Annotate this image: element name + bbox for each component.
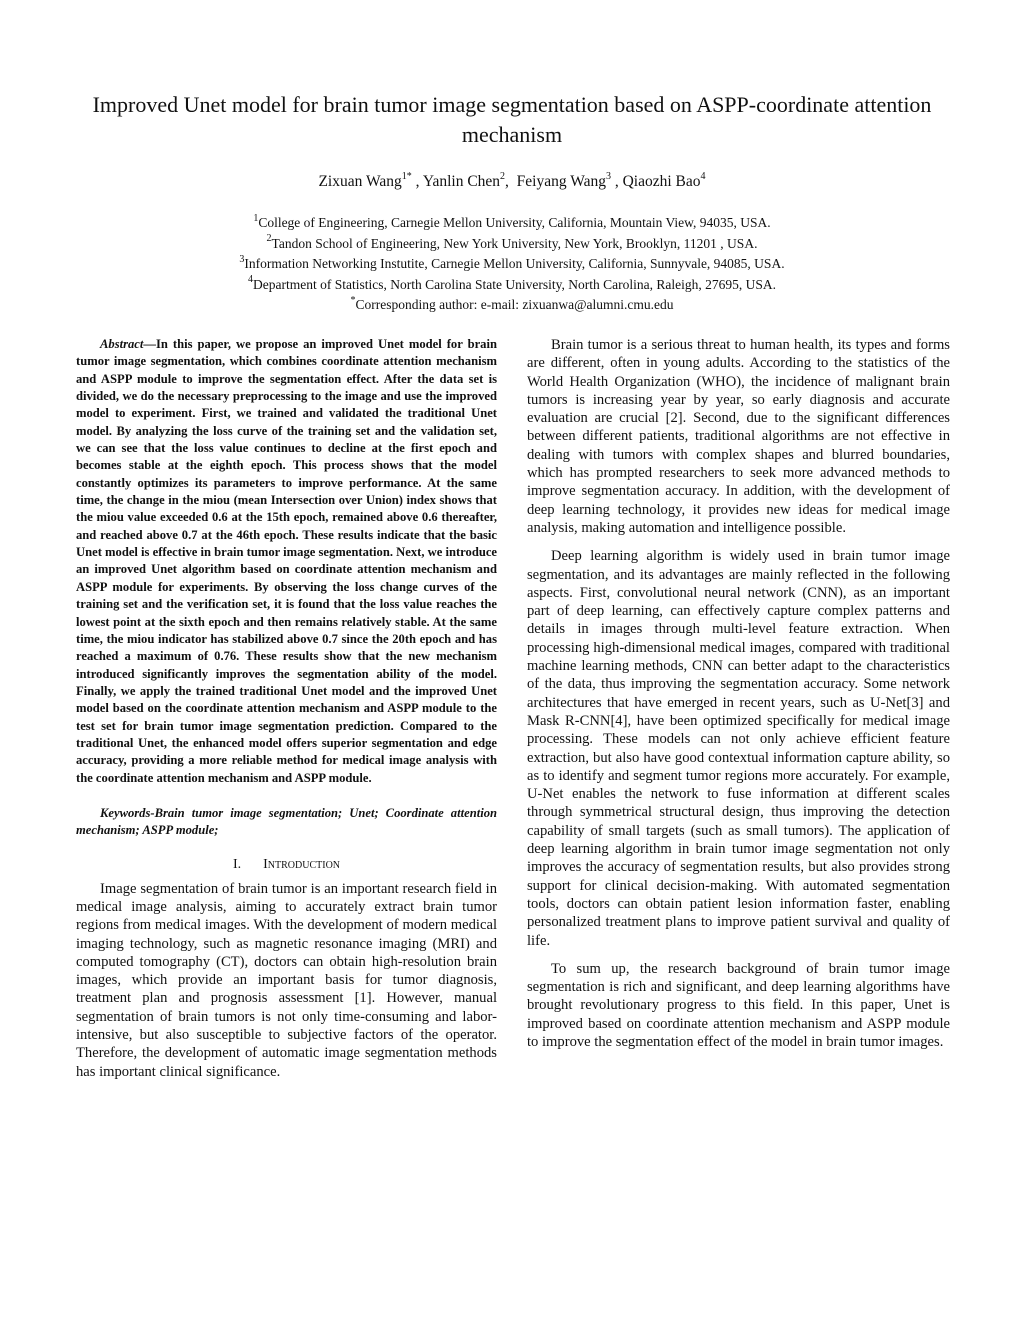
affiliation-mark: 2 <box>266 233 272 244</box>
paper-title: Improved Unet model for brain tumor image segmentation based on ASPP-coordinate attention mechanism <box>92 92 932 147</box>
affiliation-line <box>80 275 944 296</box>
abstract-text: —In this paper, we propose an improved Unet model for brain tumor image segmentation, which combines coordinate attention mechanism and ASPP module to improve the segmentation effect. After the data set is divided, we do the necessary preprocessing to the image and use the improved model to experiment. First, we trained and validated the traditional Unet model. By analyzing the loss curve of the training set and the validation set, we can see that the loss value continues to decline at the first epoch and becomes stable at the eighth epoch. This process shows that the model constantly optimizes its parameters to improve performance. At the same time, the change in the miou (mean Intersection over Union) index shows that the miou value exceeded 0.6 at the 15th epoch, remained above 0.6 thereafter, and reached above 0.7 at the 46th epoch. These results indicate that the basic Unet model is effective in brain tumor image segmentation. Next, we introduce an improved Unet algorithm based on coordinate attention mechanism and ASPP module for experiments. By observing the loss change curves of the training set and the verification set, it is found that the loss value reaches the lowest point at the sixth epoch and then remains relatively stable. At the same time, the miou indicator has stabilized above 0.7 since the 20th epoch and has reached a maximum of 0.76. These results show that the new mechanism introduced significantly improves the segmentation ability of the model. Finally, we apply the trained traditional Unet model and the improved Unet model based on the coordinate attention mechanism and ASPP module to the test set for brain tumor image segmentation prediction. Compared to the traditional Unet, the enhanced model offers superior segmentation and edge accuracy, providing a more reliable method for medical image analysis with the coordinate attention mechanism and ASPP module. <box>76 337 498 785</box>
author-list: Zixuan Wang$^{1*}$ , Yanlin Chen$^2$, Feiyang Wang$^3$ , Qiaozhi Bao$^4$ <box>318 170 706 190</box>
author-name: Qiaozhi Bao <box>622 173 701 190</box>
author-mark: 4 <box>700 170 706 182</box>
left-column <box>76 336 497 1081</box>
affiliation-line <box>80 234 944 255</box>
body-paragraph: Image segmentation of brain tumor is an important research field in medical image analysis, aiming to accurately extract brain tumor regions from medical images. With the development of modern medical imaging technology, such as magnetic resonance imaging (MRI) and computed tomography (CT), doctors can obtain high-resolution brain images, which provide an important basis for tumor diagnosis, treatment plan and prognosis assessment [1]. However, manual segmentation of brain tumors is not only time-consuming and labor-intensive, but also susceptible to subjective factors of the operator. Therefore, the development of automatic image segmentation methods has important clinical significance. <box>76 880 497 1080</box>
affiliation-mark: * <box>350 294 356 306</box>
author-mark: 2 <box>500 170 506 182</box>
author-name: Yanlin Chen <box>422 173 501 190</box>
author-name: Zixuan Wang <box>318 173 402 190</box>
affiliation-line <box>80 213 944 234</box>
affiliation-text: Corresponding author: e-mail: zixuanwa@alumni.cmu.edu <box>355 297 674 312</box>
keywords: Keywords-Brain tumor image segmentation; Unet; Coordinate attention mechanism; ASPP module; <box>76 805 497 838</box>
affiliation-mark: 4 <box>248 274 254 285</box>
body-paragraph: To sum up, the research background of brain tumor image segmentation is rich and significant, and deep learning algorithms have brought revolutionary progress to this field. In this paper, Unet is improved based on coordinate attention mechanism and ASPP module to improve the segmentation effect of the model in brain tumor images. <box>527 960 950 1050</box>
affiliation-text: Department of Statistics, North Carolina State University, North Carolina, Raleigh, 27695, USA. <box>253 276 776 292</box>
author-mark: 1* <box>401 170 412 182</box>
author-mark: 3 <box>605 170 611 182</box>
section-title: Introduction <box>263 856 341 872</box>
affiliation-text: Information Networking Instutite, Carnegie Mellon University, California, Sunnyvale, 94085, USA. <box>244 256 785 271</box>
affiliation-text: Tandon School of Engineering, New York University, New York, Brooklyn, 11201 , USA. <box>271 235 758 251</box>
author-name: Feiyang Wang <box>516 173 606 190</box>
abstract <box>76 336 497 787</box>
right-column <box>527 336 950 1051</box>
affiliation-line <box>80 254 944 275</box>
affiliation-list <box>80 213 944 316</box>
body-paragraph: Brain tumor is a serious threat to human health, its types and forms are different, often in young adults. According to the statistics of the World Health Organization (WHO), the incidence of malignant brain tumors is increasing year by year, so early diagnosis and accurate evaluation are crucial [2]. Second, due to the significant differences between different patients, traditional algorithms are not effective in dealing with tumors with complex shapes and blurred boundaries, which has prompted researchers to seek more advanced methods to improve segmentation accuracy. In addition, with the development of deep learning technology, it provides new ideas for medical image analysis, making automation and intelligence possible. <box>527 337 950 536</box>
section-number: I. <box>232 856 242 872</box>
section-heading-introduction <box>76 856 497 874</box>
body-paragraph: Deep learning algorithm is widely used in brain tumor image segmentation, and its advantages are mainly reflected in the following aspects. First, convolutional neural network (CNN), as an important part of deep learning, can effectively capture complex patterns and details in images through multi-level feature extraction. When processing high-dimensional medical images, compared with traditional machine learning methods, CNN can better adapt to the characteristics of the data, thus improving the segmentation accuracy. Some network architectures that have emerged in recent years, such as U-Net[3] and Mask R-CNN[4], have been optimized specifically for medical image processing. These models can not only achieve efficient feature extraction, but also have good contextual information capture ability, so as to identify and segment tumor regions more accurately. For example, U-Net enables the network to fuse information at different scales through symmetrical structural design, thus improving the detection capability of small targets (such as small tumors). The application of deep learning algorithm in brain tumor image segmentation not only improves the accuracy of segmentation results, but also provides strong support for clinical decision-making. With automated segmentation tools, doctors can obtain patient lesion information faster, enabling personalized treatment plans to improve patient survival and quality of life. <box>527 548 950 949</box>
corresponding-author <box>80 295 944 316</box>
affiliation-mark: 3 <box>239 253 245 265</box>
affiliation-text: College of Engineering, Carnegie Mellon University, California, Mountain View, 94035, USA. <box>258 215 771 230</box>
abstract-lead: Abstract <box>100 337 144 351</box>
affiliation-mark: 1 <box>253 212 259 224</box>
